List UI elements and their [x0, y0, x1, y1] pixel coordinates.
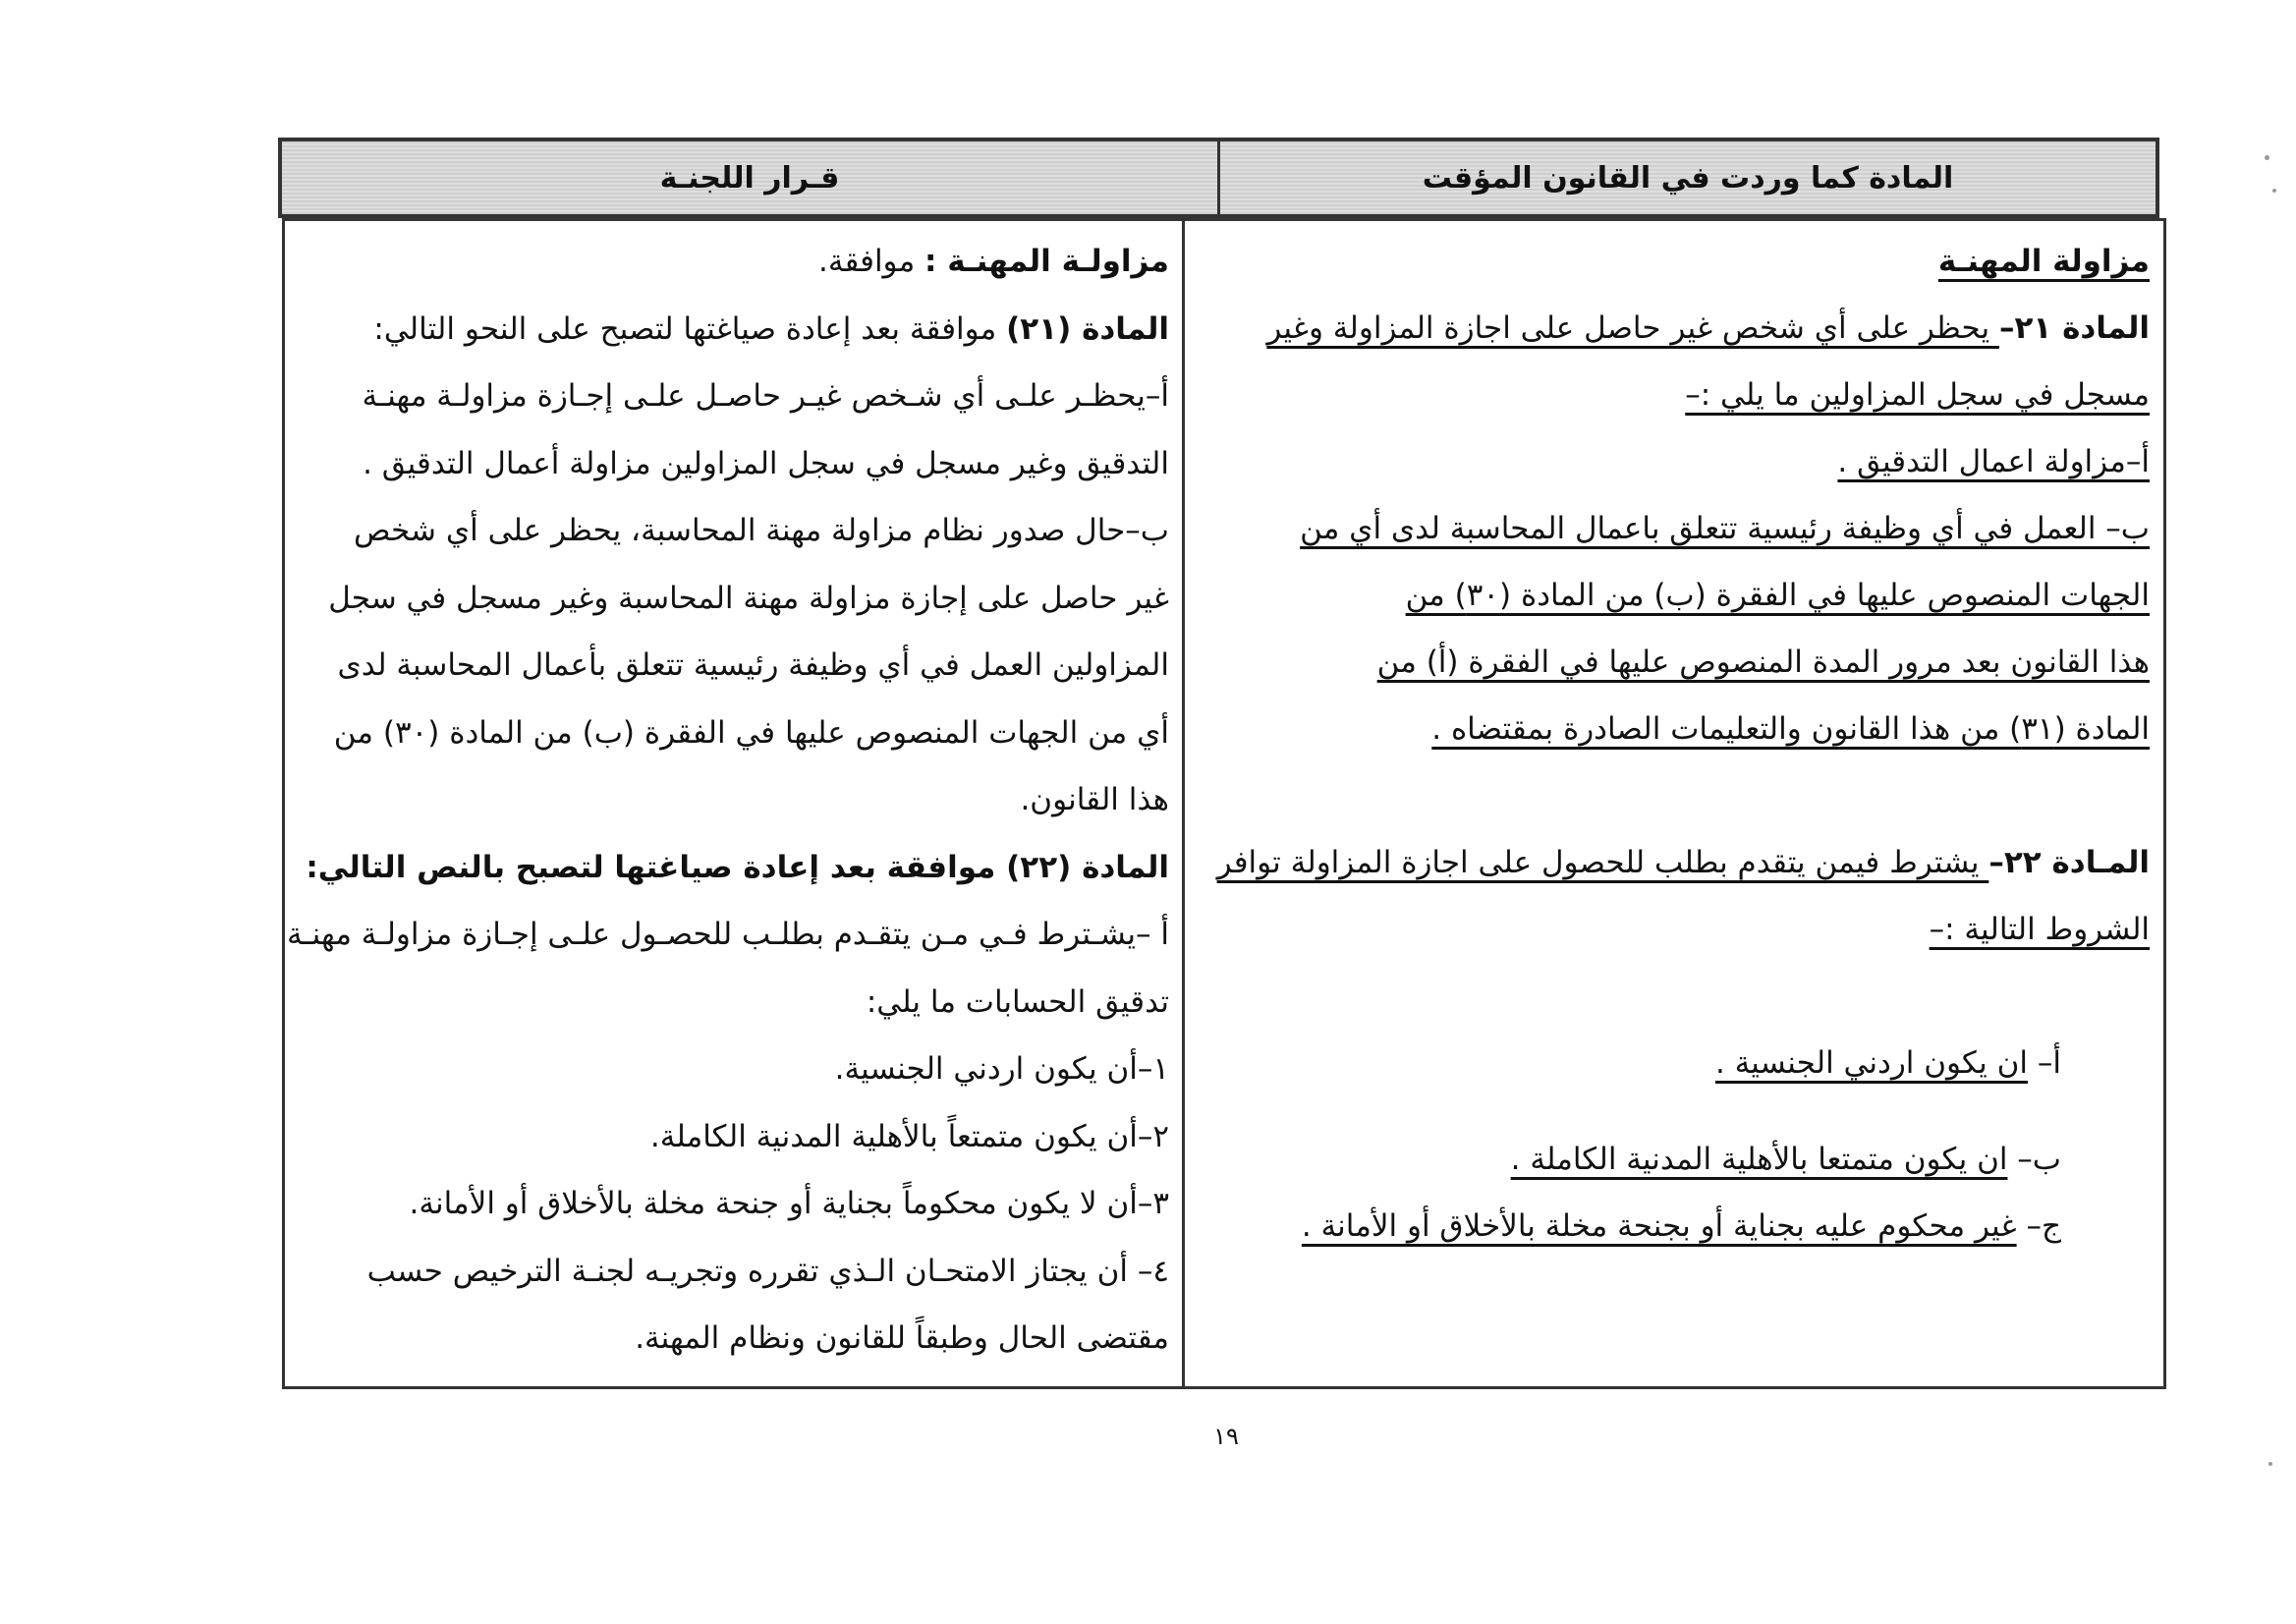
law-line-9: الشروط التالية :– [1929, 912, 2150, 947]
law-heading: مزاولة المهنـة [1937, 244, 2150, 279]
committee-line-3: أ–يحظـر علـى أي شـخص غيـر حاصـل علـى إجـازة مزاولـة مهنـة [362, 378, 1169, 414]
header-law-title: المادة كما وردت في القانون المؤقت [1422, 160, 1954, 196]
law-line-3: أ–مزاولة اعمال التدقيق . [1837, 444, 2150, 479]
scan-speck [2265, 155, 2269, 160]
law-condition-b: ب– ان يكون متمتعا بالأهلية المدنية الكاملة . [1510, 1142, 2061, 1177]
committee-line-14: ٢–أن يكون متمتعاً بالأهلية المدنية الكاملة. [649, 1118, 1169, 1154]
page-number: ١٩ [1213, 1423, 1239, 1450]
committee-line-7: المزاولين العمل في أي وظيفة رئيسية تتعلق بأعمال المحاسبة لدى [337, 647, 1169, 683]
scan-speck [2272, 189, 2276, 193]
law-line-8: المـادة ٢٢– يشترط فيمن يتقدم بطلب للحصول على اجازة المزاولة توافر [1216, 845, 2150, 880]
law-gap [1197, 963, 2150, 1030]
law-condition-a: أ– ان يكون اردني الجنسية . [1714, 1045, 2061, 1081]
committee-line-11: أ –يشـترط فـي مـن يتقـدم بطلـب للحصـول علـى إجـازة مزاولـة مهنـة [286, 917, 1169, 952]
committee-line-13: ١–أن يكون اردني الجنسية. [834, 1051, 1169, 1087]
law-line-6: هذا القانون بعد مرور المدة المنصوص عليها في الفقرة (أ) من [1376, 644, 2150, 680]
law-gap [1197, 1096, 2150, 1126]
committee-line-15: ٣–أن لا يكون محكوماً بجناية أو جنحة مخلة بالأخلاق أو الأمانة. [409, 1186, 1169, 1221]
law-line-2: مسجل في سجل المزاولين ما يلي :– [1685, 377, 2150, 413]
committee-line-12: تدقيق الحسابات ما يلي: [866, 983, 1169, 1020]
header-law-article [1220, 141, 2156, 214]
law-column [1197, 228, 2150, 1260]
scan-speck [2268, 1462, 2272, 1466]
committee-line-17: مقتضى الحال وطبقاً للقانون ونظام المهنة. [635, 1320, 1169, 1356]
committee-line-8: أي من الجهات المنصوص عليها في الفقرة (ب) من المادة (٣٠) من [333, 714, 1169, 751]
column-divider [1182, 218, 1185, 1389]
committee-line-9: هذا القانون. [1020, 782, 1169, 817]
law-condition-c: ج– غير محكوم عليه بجناية أو بجنحة مخلة بالأخلاق أو الأمانة . [1301, 1208, 2061, 1244]
header-committee-title: قـرار اللجنـة [659, 160, 840, 196]
law-line-5: الجهات المنصوص عليها في الفقرة (ب) من المادة (٣٠) من [1405, 578, 2150, 613]
table-header [278, 138, 2159, 218]
header-committee-decision [282, 141, 1220, 214]
committee-line-6: غير حاصل على إجازة مزاولة مهنة المحاسبة وغير مسجل في سجل [328, 580, 1169, 616]
committee-line-4: التدقيق وغير مسجل في سجل المزاولين مزاولة أعمال التدقيق . [363, 445, 1169, 481]
law-line-4: ب– العمل في أي وظيفة رئيسية تتعلق باعمال المحاسبة لدى أي من [1300, 511, 2150, 546]
law-gap [1197, 762, 2150, 829]
committee-line-5: ب–حال صدور نظام مزاولة مهنة المحاسبة، يحظر على أي شخص [354, 513, 1169, 548]
committee-line-1: مزاولـة المهنـة : موافقة. [817, 244, 1169, 279]
law-line-1: المادة ٢١– يحظر على أي شخص غير حاصل على اجازة المزاولة وغير [1266, 310, 2150, 346]
law-line-7: المادة (٣١) من هذا القانون والتعليمات الصادرة بمقتضاه . [1431, 711, 2150, 747]
committee-column [286, 228, 1169, 1372]
committee-line-2: المادة (٢١) موافقة بعد إعادة صياغتها لتصبح على النحو التالي: [373, 310, 1169, 347]
committee-line-16: ٤– أن يجتاز الامتحـان الـذي تقرره وتجريـه لجنـة الترخيص حسب [366, 1253, 1169, 1289]
committee-line-10: المادة (٢٢) موافقة بعد إعادة صياغتها لتصبح بالنص التالي: [306, 849, 1169, 885]
